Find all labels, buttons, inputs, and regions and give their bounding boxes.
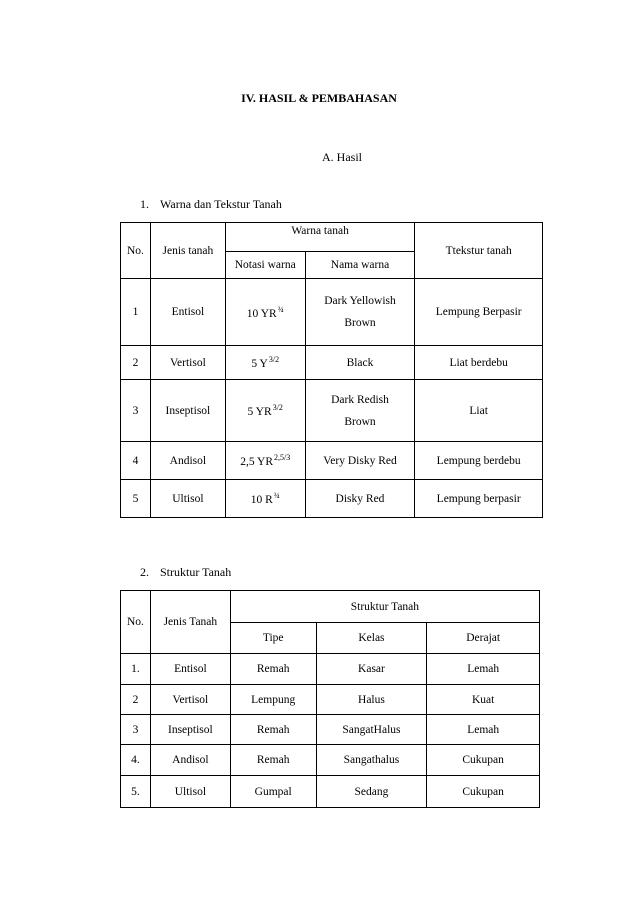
cell-nama (305, 442, 415, 480)
header-nama: Nama warna (305, 252, 415, 279)
subsection-heading: A. Hasil (322, 150, 362, 164)
table-row (121, 745, 540, 776)
header-tekstur: Ttekstur tanah (415, 223, 543, 279)
section2-title-text: Struktur Tanah (160, 565, 232, 579)
cell-no: 5 (121, 480, 151, 518)
cell-nama (305, 346, 415, 380)
cell-no: 1. (121, 654, 151, 685)
table-row (121, 279, 543, 346)
table-row (121, 715, 540, 745)
table-row (121, 442, 543, 480)
header-jenis: Jenis Tanah (150, 591, 230, 654)
cell-jenis: Andisol (150, 442, 225, 480)
notasi-superscript: ¾ (277, 304, 284, 314)
nama-line-2: Brown (344, 317, 376, 329)
cell-tipe: Remah (230, 745, 316, 776)
table-row (121, 346, 543, 380)
notasi-value: 10 YR (246, 307, 277, 320)
nama-line-1: Black (346, 356, 374, 369)
cell-no: 2 (121, 685, 151, 715)
cell-no: 3 (121, 380, 151, 442)
cell-jenis: Vertisol (150, 685, 230, 715)
cell-notasi (225, 442, 305, 480)
cell-notasi (225, 346, 305, 380)
cell-no: 3 (121, 715, 151, 745)
chapter-heading: IV. HASIL & PEMBAHASAN (241, 91, 397, 105)
cell-tipe: Lempung (230, 685, 316, 715)
cell-jenis: Entisol (150, 654, 230, 685)
header-tipe: Tipe (230, 623, 316, 654)
cell-derajat: Kuat (427, 685, 540, 715)
nama-line-1: Dark Redish (331, 393, 389, 406)
cell-tipe: Remah (230, 654, 316, 685)
cell-derajat: Cukupan (427, 776, 540, 808)
cell-jenis: Vertisol (150, 346, 225, 380)
header-no: No. (121, 591, 151, 654)
cell-nama (305, 380, 415, 442)
cell-tekstur: Lempung berdebu (415, 442, 543, 480)
cell-jenis: Inseptisol (150, 715, 230, 745)
section2-number: 2. (140, 565, 149, 579)
header-kelas: Kelas (316, 623, 427, 654)
notasi-superscript: 3/2 (272, 403, 283, 412)
table-row (121, 685, 540, 715)
notasi-value: 2,5 YR (240, 456, 274, 468)
cell-derajat: Lemah (427, 654, 540, 685)
table-row (121, 776, 540, 808)
cell-notasi (225, 279, 305, 346)
cell-tekstur: Lempung Berpasir (415, 279, 543, 346)
table-row (121, 380, 543, 442)
header-warna: Warna tanah (225, 223, 415, 252)
structure-table (120, 590, 540, 808)
color-texture-table (120, 222, 543, 518)
section1-title-text: Warna dan Tekstur Tanah (160, 197, 282, 211)
cell-nama (305, 480, 415, 518)
notasi-value: 5 YR (247, 406, 272, 418)
cell-kelas: SangatHalus (316, 715, 427, 745)
cell-notasi (225, 380, 305, 442)
cell-nama (305, 279, 415, 346)
cell-derajat: Lemah (427, 715, 540, 745)
header-derajat: Derajat (427, 623, 540, 654)
notasi-superscript: 3/2 (268, 355, 280, 364)
notasi-value: 10 R (250, 494, 273, 506)
cell-no: 4 (121, 442, 151, 480)
section2-title (140, 565, 231, 580)
table-row (121, 480, 543, 518)
cell-kelas: Sedang (316, 776, 427, 808)
cell-notasi (225, 480, 305, 518)
cell-jenis: Inseptisol (150, 380, 225, 442)
nama-line-1: Very Disky Red (323, 454, 397, 467)
cell-jenis: Ultisol (150, 480, 225, 518)
cell-kelas: Kasar (316, 654, 427, 685)
cell-kelas: Halus (316, 685, 427, 715)
nama-line-2: Brown (344, 415, 376, 428)
nama-line-1: Disky Red (335, 492, 385, 505)
notasi-superscript: ¾ (273, 491, 280, 500)
section1-number: 1. (140, 197, 149, 211)
cell-kelas: Sangathalus (316, 745, 427, 776)
cell-no: 4. (121, 745, 151, 776)
table-row (121, 654, 540, 685)
cell-no: 2 (121, 346, 151, 380)
header-notasi: Notasi warna (225, 252, 305, 279)
header-struktur: Struktur Tanah (230, 591, 539, 623)
header-no: No. (121, 223, 151, 279)
cell-tekstur: Lempung berpasir (415, 480, 543, 518)
cell-jenis: Andisol (150, 745, 230, 776)
cell-jenis: Ultisol (150, 776, 230, 808)
header-jenis: Jenis tanah (150, 223, 225, 279)
nama-line-1: Dark Yellowish (324, 295, 396, 307)
cell-no: 1 (121, 279, 151, 346)
notasi-value: 5 Y (251, 358, 268, 370)
cell-tekstur: Liat berdebu (415, 346, 543, 380)
cell-derajat: Cukupan (427, 745, 540, 776)
notasi-superscript: 2,5/3 (274, 453, 291, 462)
cell-no: 5. (121, 776, 151, 808)
cell-tipe: Remah (230, 715, 316, 745)
cell-tekstur: Liat (415, 380, 543, 442)
section1-title (140, 197, 282, 212)
cell-tipe: Gumpal (230, 776, 316, 808)
cell-jenis: Entisol (150, 279, 225, 346)
